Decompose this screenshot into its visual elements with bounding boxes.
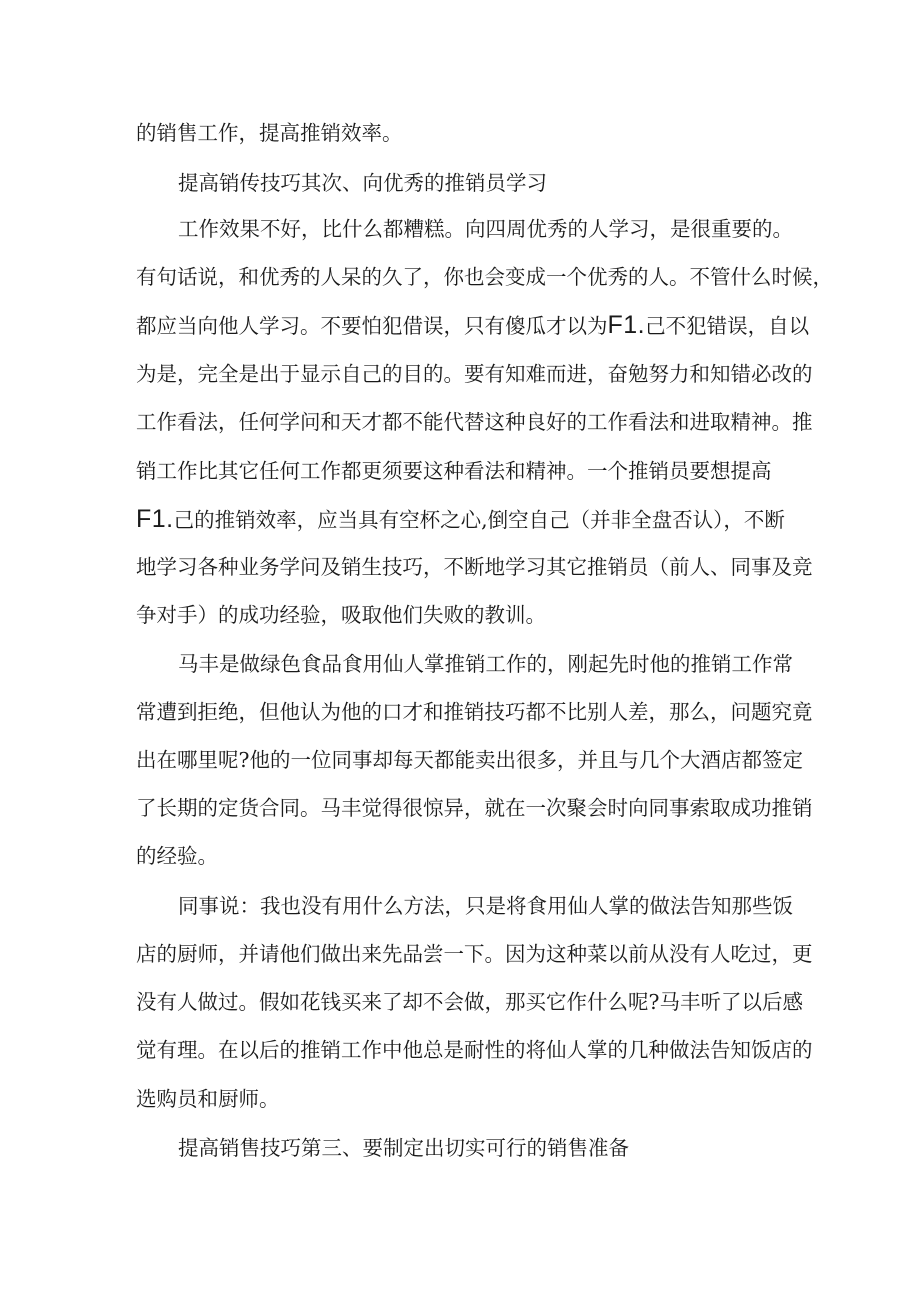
text-line: 为是，完全是出于显示自己的目的。要有知难而进，奋勉努力和知错必改的 xyxy=(136,362,813,386)
text-line: 常遭到拒绝，但他认为他的口才和推销技巧都不比别人差，那么，问题究竟 xyxy=(136,700,813,724)
text-line: 马丰是做绿色食品食用仙人掌推销工作的，刚起先时他的推销工作常 xyxy=(178,652,793,676)
section-heading: 提高销传技巧其次、向优秀的推销员学习 xyxy=(178,171,547,195)
text-line: 觉有理。在以后的推销工作中他总是耐性的将仙人掌的几种做法告知饭店的 xyxy=(136,1038,813,1062)
text-run: 己的推销效率，应当具有空杯之心,倒空自己（并非全盘否认），不断 xyxy=(173,508,785,532)
text-line: 了长期的定货合同。马丰觉得很惊异，就在一次聚会时向同事索取成功推销 xyxy=(136,796,813,820)
text-line: 店的厨师，并请他们做出来先品尝一下。因为这种菜以前从没有人吃过，更 xyxy=(136,942,813,966)
text-line xyxy=(136,310,809,340)
section-heading: 提高销售技巧第三、要制定出切实可行的销售准备 xyxy=(178,1136,629,1160)
text-line xyxy=(136,504,785,534)
text-line: 地学习各种业务学问及销生技巧，不断地学习其它推销员（前人、同事及竞 xyxy=(136,555,813,579)
text-line: 选购员和厨师。 xyxy=(136,1087,280,1111)
text-line: 的经验。 xyxy=(136,844,218,868)
text-line: 工作效果不好，比什么都糟糕。向四周优秀的人学习，是很重要的。 xyxy=(178,217,793,241)
text-run: 己不犯错误，自以 xyxy=(645,314,810,338)
text-run: 都应当向他人学习。不要怕犯借误，只有傻瓜才以为 xyxy=(136,314,608,338)
text-line: 没有人做过。假如花钱买来了却不会做，那买它作什么呢?马丰听了以后感 xyxy=(136,990,803,1014)
text-line: 的销售工作，提高推销效率。 xyxy=(136,121,403,145)
f1-glyph-run: F1. xyxy=(607,311,646,339)
text-line: 有句话说，和优秀的人呆的久了，你也会变成一个优秀的人。不管什么时候， xyxy=(136,265,833,289)
text-line: 同事说：我也没有用什么方法，只是将食用仙人掌的做法告知那些饭 xyxy=(178,894,793,918)
text-line: 争对手）的成功经验，吸取他们失败的教训。 xyxy=(136,603,546,627)
text-line: 销工作比其它任何工作都更须要这种看法和精神。一个推销员要想提高 xyxy=(136,459,772,483)
text-line: 工作看法，任何学问和天才都不能代替这种良好的工作看法和进取精神。推 xyxy=(136,410,813,434)
f1-glyph-run: F1. xyxy=(136,505,174,533)
text-line: 出在哪里呢?他的一位同事却每天都能卖出很多，并且与几个大酒店都签定 xyxy=(136,748,803,772)
